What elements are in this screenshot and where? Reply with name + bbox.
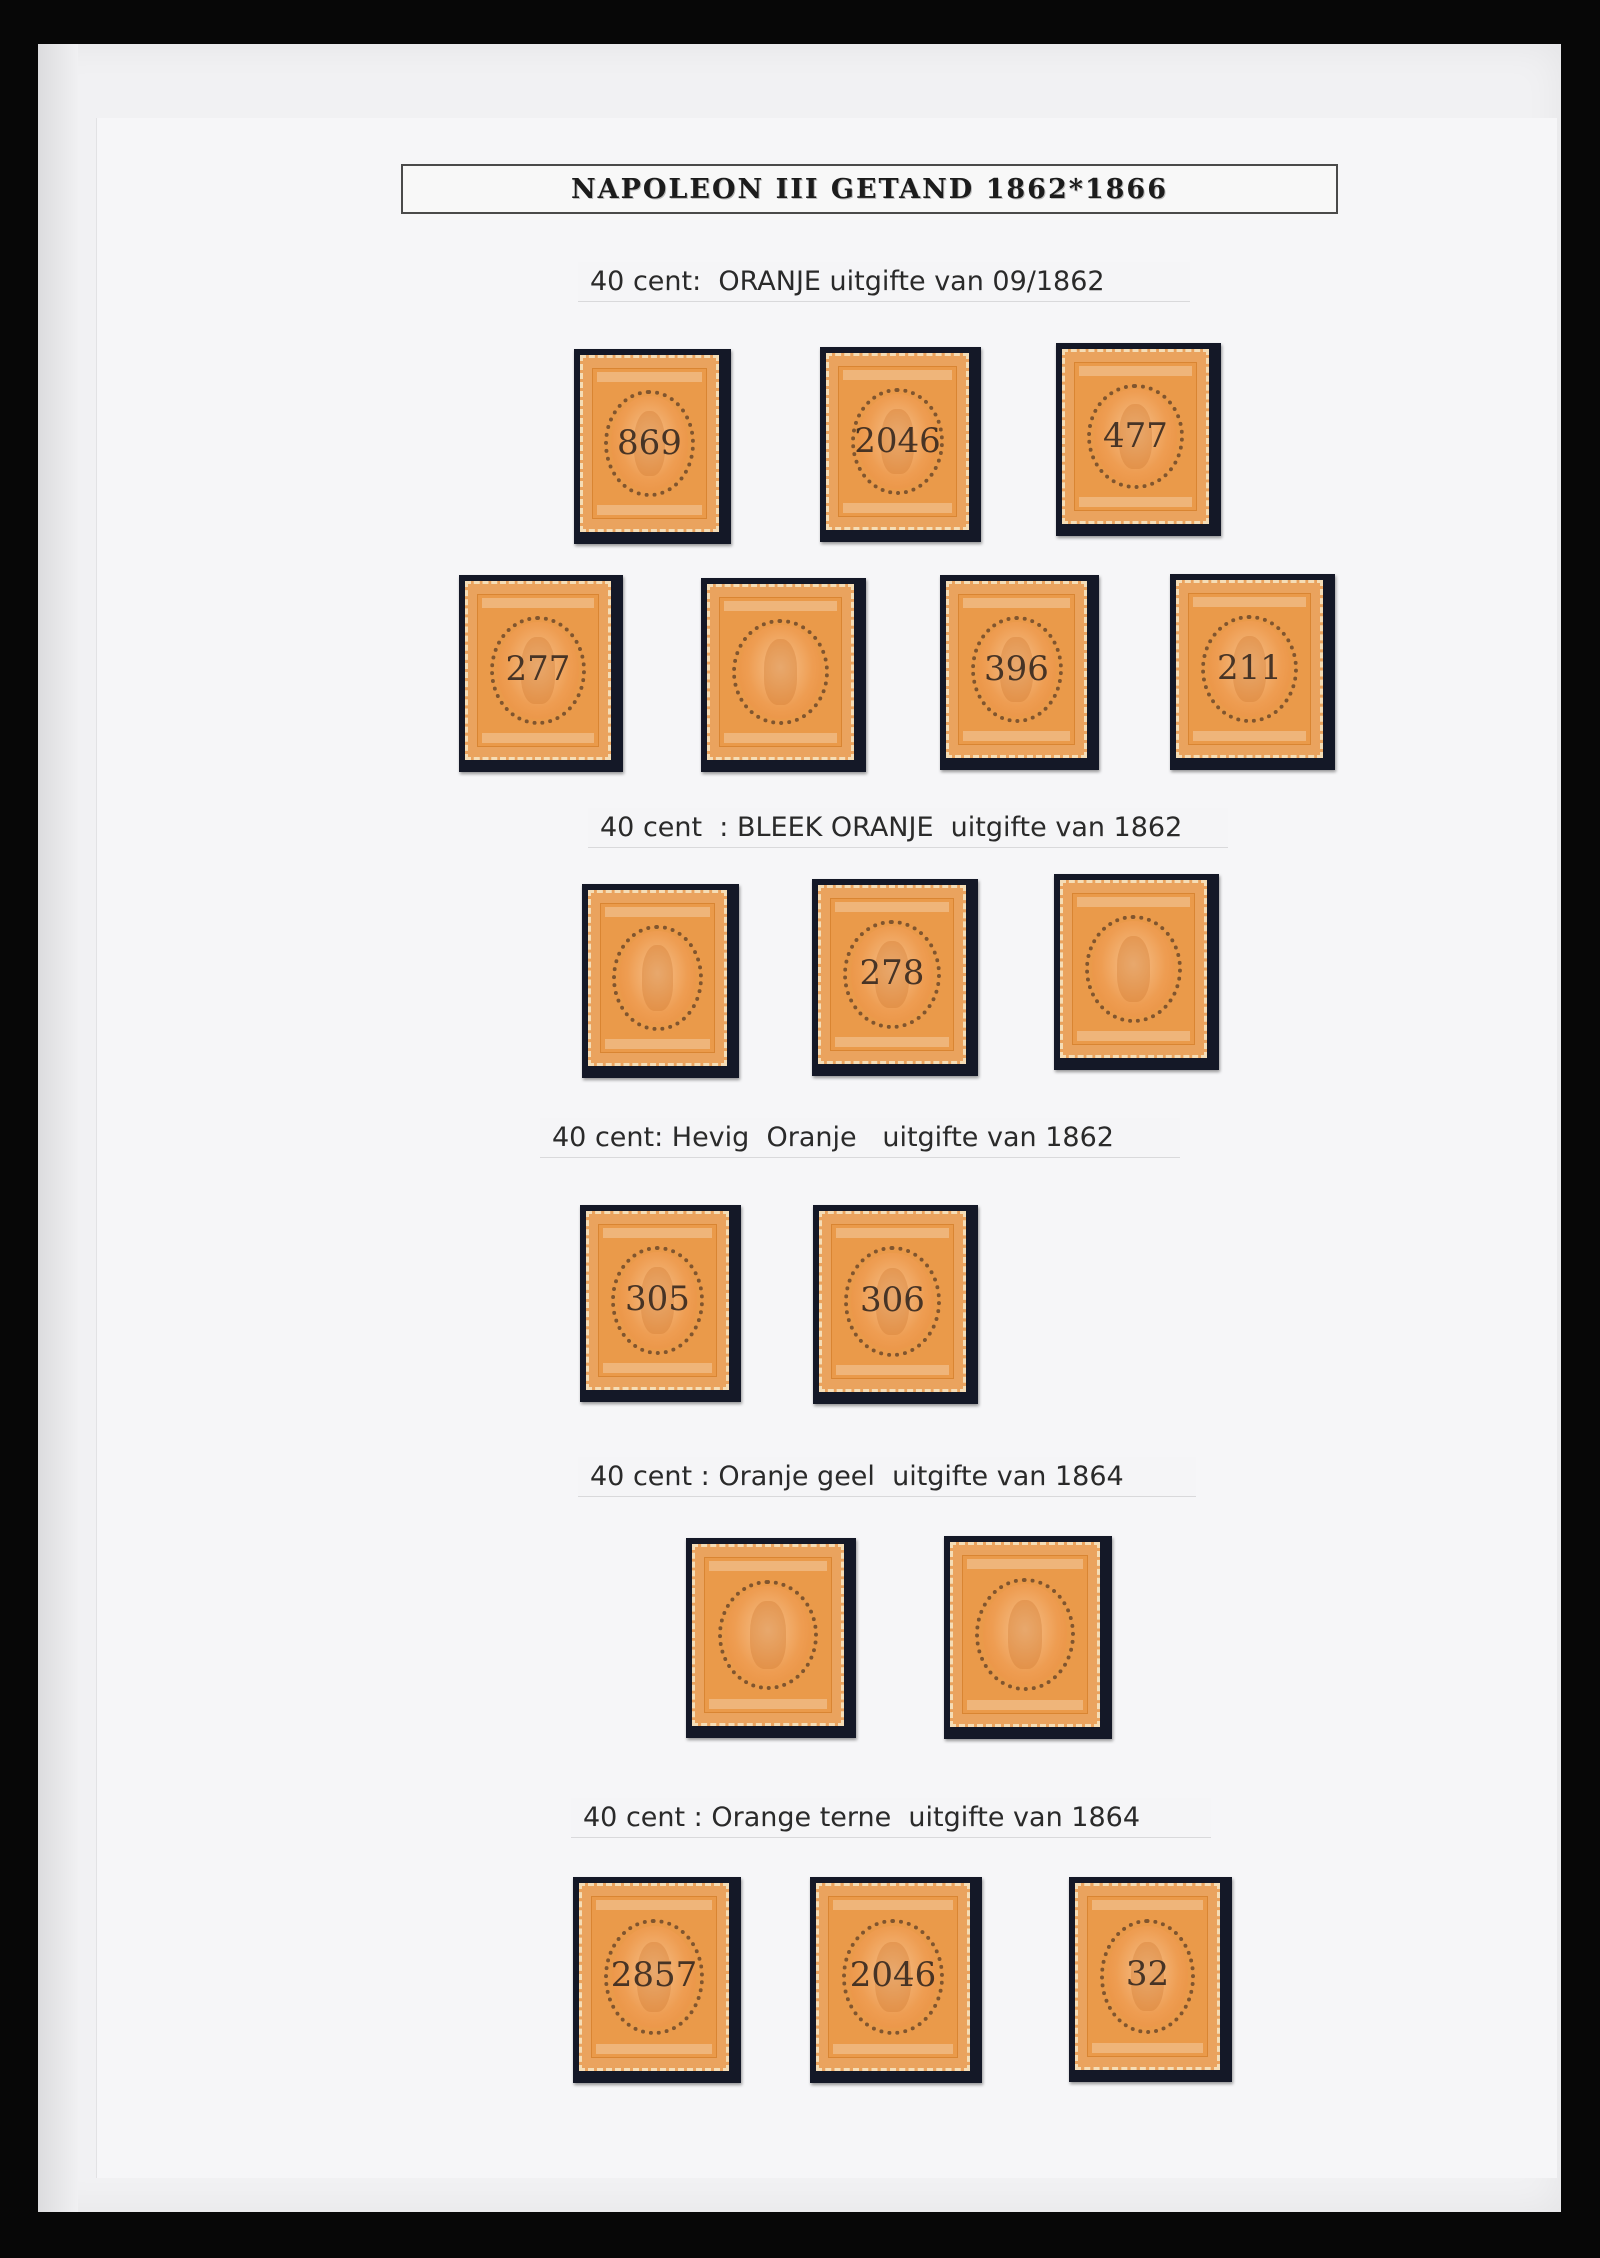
stamp-image xyxy=(465,581,611,760)
stamp-image xyxy=(1176,580,1323,758)
page-title-box xyxy=(401,164,1338,214)
stamp-cancel-number: 2046 xyxy=(854,420,941,461)
stamp-1-2[interactable] xyxy=(820,347,981,542)
stamp-cancel-number: 32 xyxy=(1125,1954,1170,1995)
stamp-5-3[interactable] xyxy=(1069,1877,1232,2082)
stamp-cancel-number: 396 xyxy=(984,648,1049,689)
stamp-5-2[interactable] xyxy=(810,1877,982,2083)
stamp-cancel-number: 211 xyxy=(1217,648,1282,688)
stamp-image xyxy=(818,885,966,1064)
stamp-4-1[interactable] xyxy=(686,1538,856,1738)
stamp-cancel-number: 2857 xyxy=(610,1954,698,1995)
stamp-cancel-number: 869 xyxy=(617,422,682,463)
stamp-image xyxy=(1075,1883,1220,2070)
stamp-1-6[interactable] xyxy=(940,575,1099,770)
stamp-image xyxy=(707,584,854,760)
stamp-image xyxy=(586,1211,729,1390)
stamp-image xyxy=(1062,349,1209,524)
stamp-cancel-number: 2046 xyxy=(849,1954,937,1995)
stamp-cancel-number: 306 xyxy=(860,1280,925,1321)
stamp-2-1[interactable] xyxy=(582,884,739,1078)
stamp-2-3[interactable] xyxy=(1054,874,1219,1070)
stamp-5-1[interactable] xyxy=(573,1877,741,2083)
stamp-cancel-number: 305 xyxy=(625,1279,690,1320)
section-caption-1: 40 cent: ORANJE uitgifte van 09/1862 xyxy=(578,262,1190,302)
section-caption-5: 40 cent : Orange terne uitgifte van 1864 xyxy=(571,1798,1211,1838)
stamp-image xyxy=(946,581,1087,758)
stamp-image xyxy=(579,1883,729,2071)
stamp-1-4[interactable] xyxy=(459,575,623,772)
stamp-3-1[interactable] xyxy=(580,1205,741,1402)
stamp-image xyxy=(692,1544,844,1726)
stamp-1-5[interactable] xyxy=(701,578,866,772)
stamp-image xyxy=(588,890,727,1066)
section-caption-2: 40 cent : BLEEK ORANJE uitgifte van 1862 xyxy=(588,808,1228,848)
stamp-1-3[interactable] xyxy=(1056,343,1221,536)
page-title: NAPOLEON III GETAND 1862*1866 xyxy=(570,173,1168,205)
stamp-cancel-number: 277 xyxy=(505,649,571,690)
stamp-4-2[interactable] xyxy=(944,1536,1112,1739)
section-caption-3: 40 cent: Hevig Oranje uitgifte van 1862 xyxy=(540,1118,1180,1158)
stamp-cancel-number: 477 xyxy=(1103,415,1168,456)
stamp-1-1[interactable] xyxy=(574,349,731,544)
stamp-1-7[interactable] xyxy=(1170,574,1335,770)
stamp-image xyxy=(580,355,719,532)
stamp-image xyxy=(1060,880,1207,1058)
stamp-3-2[interactable] xyxy=(813,1205,978,1404)
section-caption-4: 40 cent : Oranje geel uitgifte van 1864 xyxy=(578,1457,1196,1497)
stamp-image xyxy=(950,1542,1100,1727)
stamp-image xyxy=(826,353,969,530)
stamp-cancel-number: 278 xyxy=(859,953,925,994)
stamp-image xyxy=(816,1883,970,2071)
stamp-2-2[interactable] xyxy=(812,879,978,1076)
stamp-image xyxy=(819,1211,966,1392)
album-page-edge xyxy=(38,44,78,2212)
